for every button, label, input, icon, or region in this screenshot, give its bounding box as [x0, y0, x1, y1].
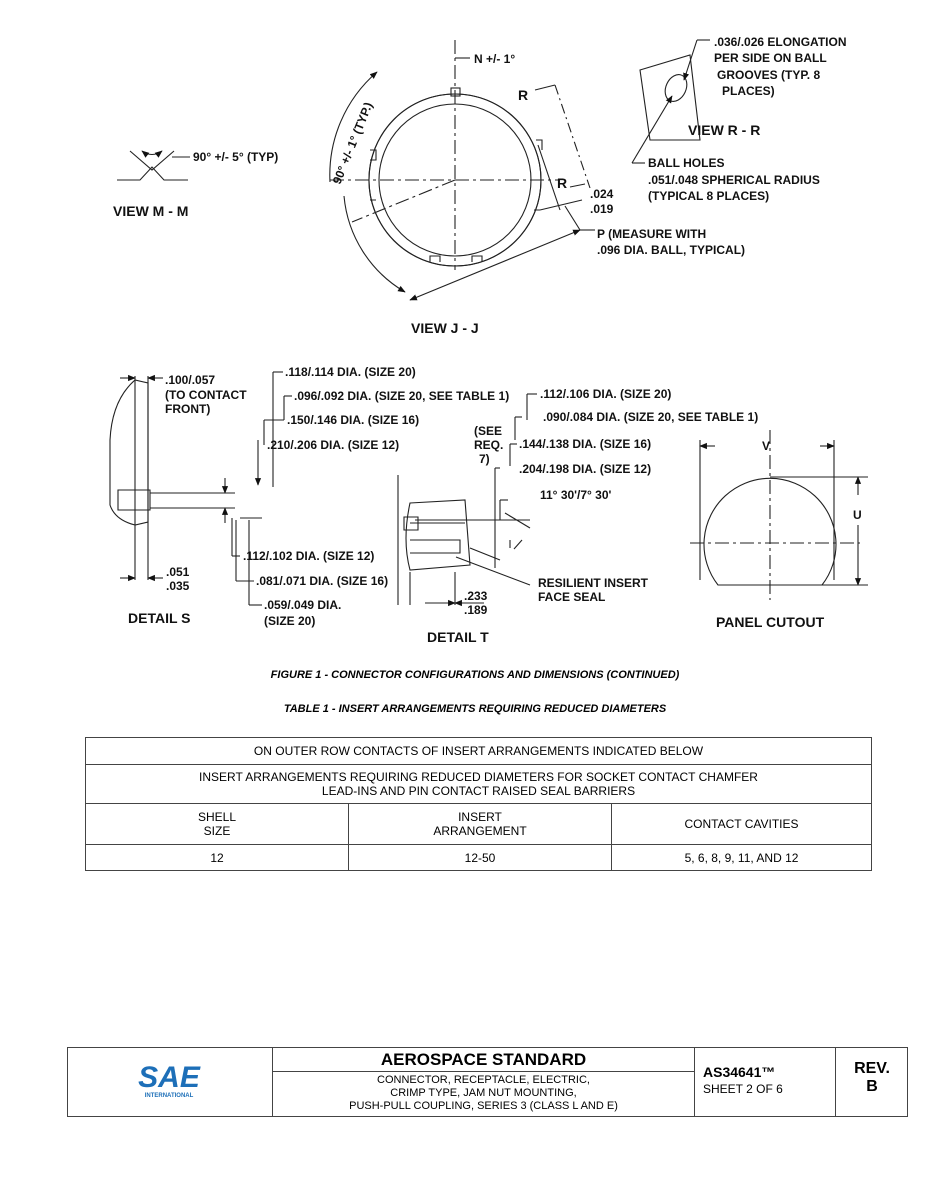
description-line3: PUSH-PULL COUPLING, SERIES 3 (CLASS L AND E): [349, 1100, 618, 1112]
title-block-description: [273, 1048, 695, 1116]
detail-s-dim-1: .118/.114 DIA. (SIZE 20): [285, 365, 416, 379]
detail-t-title: DETAIL T: [427, 629, 489, 645]
view-r-r-elongation-2: PER SIDE ON BALL: [714, 51, 827, 65]
header-shell-line2: SIZE: [203, 824, 231, 838]
revision-label: REV.: [854, 1060, 890, 1077]
detail-t-dim-2: .090/.084 DIA. (SIZE 20, SEE TABLE 1): [543, 410, 759, 424]
detail-s-title: DETAIL S: [128, 610, 191, 626]
header-insert-line2: ARRANGEMENT: [433, 824, 527, 838]
detail-t-dim-4: .204/.198 DIA. (SIZE 12): [519, 462, 652, 476]
detail-t-dim-1: .112/.106 DIA. (SIZE 20): [540, 387, 672, 401]
detail-t-see-2: REQ.: [474, 438, 504, 452]
header-insert-line1: INSERT: [458, 810, 502, 824]
detail-s-front-2: (TO CONTACT: [165, 388, 247, 402]
detail-t-see-1: (SEE: [474, 424, 503, 438]
view-j-j-n-label: N +/- 1°: [474, 52, 516, 66]
view-j-j-dim-019: .019: [590, 202, 614, 216]
view-r-r-title: VIEW R - R: [688, 122, 761, 138]
view-r-r-elongation-1: .036/.026 ELONGATION: [714, 35, 847, 49]
detail-s-front-1: .100/.057: [165, 373, 216, 387]
header-insert-arrangement: [349, 804, 612, 845]
view-r-r-ball-holes-1: BALL HOLES: [648, 156, 725, 170]
detail-t-see-3: 7): [479, 452, 490, 466]
view-r-r-ball-holes-2: .051/.048 SPHERICAL RADIUS: [648, 173, 820, 187]
sae-logo: [68, 1048, 273, 1116]
table-description-line1: INSERT ARRANGEMENTS REQUIRING REDUCED DIAMETERS FOR SOCKET CONTACT CHAMFER: [199, 770, 758, 784]
insert-arrangements-table: [85, 737, 872, 871]
sae-logo-text: SAE: [138, 1061, 200, 1094]
view-r-r-elongation-4: PLACES): [722, 84, 775, 98]
detail-s-dim-2: .096/.092 DIA. (SIZE 20, SEE TABLE 1): [294, 389, 510, 403]
title-block: [67, 1047, 908, 1117]
view-j-j-r-bottom: R: [557, 175, 568, 191]
detail-s-thickness-2: .035: [166, 579, 190, 593]
detail-t-height-2: .189: [464, 603, 488, 617]
view-j-j-title: VIEW J - J: [411, 320, 479, 336]
table-header-row: [86, 804, 872, 845]
table-description-cell: [86, 765, 872, 804]
document-number: AS34641™: [703, 1064, 776, 1080]
sae-logo-sub: INTERNATIONAL: [144, 1093, 194, 1099]
panel-cutout-u: U: [853, 508, 862, 522]
detail-t-dim-3: .144/.138 DIA. (SIZE 16): [519, 437, 652, 451]
view-m-m-drawing: [117, 151, 190, 180]
view-r-r-drawing: [632, 40, 710, 163]
sae-logo-graphic: [68, 1048, 272, 1116]
view-j-j-p-line1: P (MEASURE WITH: [597, 227, 707, 241]
table-row: [86, 738, 872, 765]
cell-insert-arrangement: 12-50: [349, 845, 612, 871]
view-j-j-drawing: [330, 40, 595, 300]
detail-s-dim-4: .210/.206 DIA. (SIZE 12): [267, 438, 400, 452]
panel-cutout-title: PANEL CUTOUT: [716, 614, 825, 630]
panel-cutout-v: V: [762, 439, 771, 453]
detail-t-seal-2: FACE SEAL: [538, 590, 606, 604]
view-j-j-angle-label: 90° +/- 1° (TYP.): [329, 100, 376, 187]
cell-shell-size: 12: [86, 845, 349, 871]
detail-s-dim-5: .112/.102 DIA. (SIZE 12): [243, 549, 375, 563]
detail-s-dim-3: .150/.146 DIA. (SIZE 16): [287, 413, 420, 427]
panel-cutout-drawing: [690, 430, 868, 600]
standard-title: AEROSPACE STANDARD: [273, 1048, 694, 1072]
view-m-m-title: VIEW M - M: [113, 203, 189, 219]
view-j-j-p-line2: .096 DIA. BALL, TYPICAL): [597, 243, 746, 257]
detail-t-angle: 11° 30'/7° 30': [540, 488, 612, 502]
detail-t-height-1: .233: [464, 589, 488, 603]
detail-s-thickness-1: .051: [166, 565, 190, 579]
table-row: [86, 765, 872, 804]
header-shell-line1: SHELL: [197, 810, 237, 824]
description-line2: CRIMP TYPE, JAM NUT MOUNTING,: [390, 1087, 577, 1099]
detail-t-seal-1: RESILIENT INSERT: [538, 576, 649, 590]
header-shell-size: [86, 804, 349, 845]
cell-contact-cavities: 5, 6, 8, 9, 11, AND 12: [612, 845, 872, 871]
detail-s-front-3: FRONT): [165, 402, 211, 416]
view-j-j-dim-024: .024: [590, 187, 614, 201]
table-intro-cell: ON OUTER ROW CONTACTS OF INSERT ARRANGEMENTS INDICATED BELOW: [86, 738, 872, 765]
view-r-r-elongation-3: GROOVES (TYP. 8: [717, 68, 821, 82]
header-contact-cavities: CONTACT CAVITIES: [612, 804, 872, 845]
table-caption: TABLE 1 - INSERT ARRANGEMENTS REQUIRING REDUCED DIAMETERS: [283, 703, 667, 715]
detail-s-dim-7b: (SIZE 20): [264, 614, 316, 628]
table-row: [86, 845, 872, 871]
description-line1: CONNECTOR, RECEPTACLE, ELECTRIC,: [377, 1074, 590, 1086]
view-r-r-ball-holes-3: (TYPICAL 8 PLACES): [648, 189, 770, 203]
figure-caption: FIGURE 1 - CONNECTOR CONFIGURATIONS AND DIMENSIONS (CONTINUED): [270, 669, 680, 681]
detail-s-dim-6: .081/.071 DIA. (SIZE 16): [256, 574, 389, 588]
view-m-m-angle: 90° +/- 5° (TYP): [193, 150, 279, 164]
table-description-line2: LEAD-INS AND PIN CONTACT RAISED SEAL BARRIERS: [321, 784, 636, 798]
view-j-j-r-top: R: [518, 87, 529, 103]
detail-s-dim-7a: .059/.049 DIA.: [264, 598, 342, 612]
sheet-number: SHEET 2 OF 6: [703, 1082, 783, 1096]
revision-cell: [837, 1048, 907, 1116]
revision-value: B: [866, 1078, 878, 1095]
document-number-cell: [695, 1048, 836, 1116]
